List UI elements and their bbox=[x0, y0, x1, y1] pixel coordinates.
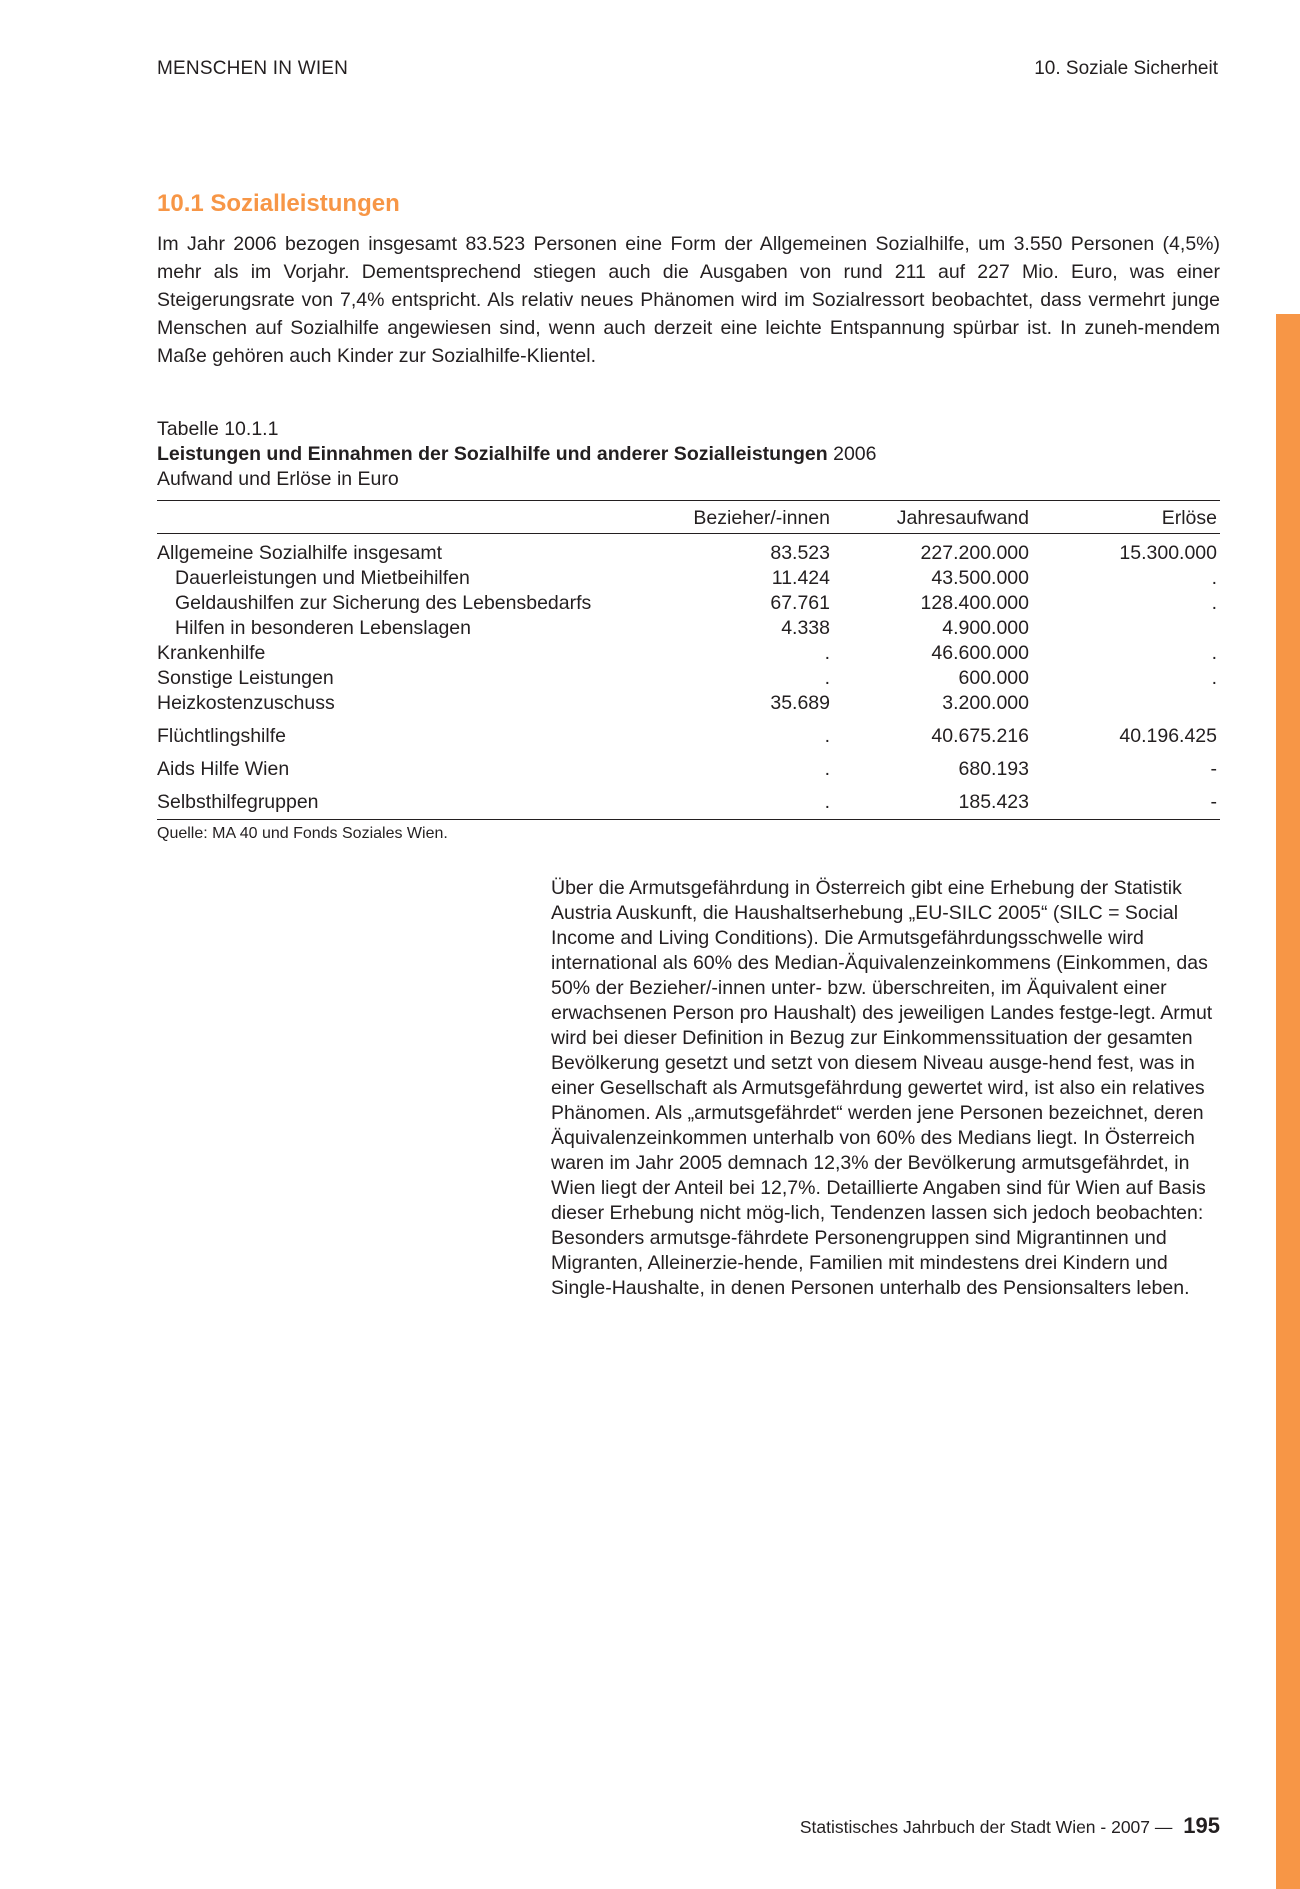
table-row bbox=[157, 716, 1220, 749]
row-label: Geldaushilfen zur Sicherung des Lebensbedarfs bbox=[175, 592, 592, 614]
table-row bbox=[157, 591, 1220, 616]
table-row bbox=[157, 691, 1220, 716]
social-benefits-table bbox=[157, 500, 1220, 820]
recipients-cell: . bbox=[824, 725, 830, 747]
revenue-cell: . bbox=[1211, 642, 1217, 664]
recipients-cell: . bbox=[824, 758, 830, 780]
chapter-side-bar bbox=[1276, 314, 1300, 1889]
recipients-cell: . bbox=[680, 782, 833, 820]
annual-expense-cell: 40.675.216 bbox=[931, 725, 1029, 747]
page-number: 195 bbox=[1183, 1813, 1220, 1838]
intro-paragraph: Im Jahr 2006 bezogen insgesamt 83.523 Personen eine Form der Allgemeinen Sozialhilfe, um 3.550 Personen (4,5%) mehr als im Vorjahr. Dementsprechend stiegen auch die Ausgaben von rund 211 auf 227 Mio. Euro, was einer Steigerungsrate von 7,4% entspricht. Als relativ neues Phänomen wird im Sozialressort beobachtet, dass vermehrt junge Menschen auf Sozialhilfe angewiesen sind, wenn auch derzeit eine leichte Entspannung spürbar ist. In zuneh-mendem Maße gehören auch Kinder zur Sozialhilfe-Klientel. bbox=[157, 233, 1220, 367]
footer-publication: Statistisches Jahrbuch der Stadt Wien - 2007 bbox=[799, 1817, 1151, 1837]
row-label: Sonstige Leistungen bbox=[157, 667, 334, 689]
annual-expense-cell: 680.193 bbox=[958, 758, 1029, 780]
table-row bbox=[157, 641, 1220, 666]
revenue-cell: - bbox=[1210, 758, 1217, 780]
revenue-cell: 15.300.000 bbox=[1119, 542, 1217, 564]
section-title: 10.1 Sozialleistungen bbox=[157, 190, 400, 217]
annual-expense-cell: 3.200.000 bbox=[942, 692, 1029, 714]
row-label: Allgemeine Sozialhilfe insgesamt bbox=[157, 542, 443, 564]
row-label: Krankenhilfe bbox=[157, 642, 266, 664]
poverty-risk-paragraph: Über die Armutsgefährdung in Österreich gibt eine Erhebung der Statistik Austria Auskunft, die Haushaltserhebung „EU-SILC 2005“ (SILC = Social Income and Living Conditions). Die Armutsgefährdungsschwelle wird international als 60% des Median-Äquivalenzeinkommens (Einkommen, das 50% der Bezieher/-innen unter- bzw. überschreiten, im Äquivalent einer erwachsenen Person pro Haushalt) des jeweiligen Landes festge-legt. Armut wird bei dieser Definition in Bezug zur Einkommenssituation der gesamten Bevölkerung gesetzt und setzt von diesem Niveau ausge-hend fest, was in einer Gesellschaft als Armutsgefährdung gewertet wird, ist also ein relatives Phänomen. Als „armutsgefährdet“ werden jene Personen bezeichnet, deren Äquivalenzeinkommen unterhalb von 60% des Medians liegt. In Österreich waren im Jahr 2005 demnach 12,3% der Bevölkerung armutsgefährdet, in Wien liegt der Anteil bei 12,7%. Detaillierte Angaben sind für Wien auf Basis dieser Erhebung nicht mög-lich, Tendenzen lassen sich jedoch beobachten: Besonders armutsge-fährdete Personengruppen sind Migrantinnen und Migranten, Alleinerzie-hende, Familien mit mindestens drei Kindern und Single-Haushalte, in denen Personen unterhalb des Pensionsalters leben. bbox=[551, 877, 1213, 1299]
running-header-right: 10. Soziale Sicherheit bbox=[1034, 58, 1218, 79]
table-title-bold: Leistungen und Einnahmen der Sozialhilfe und anderer Sozialleistungen bbox=[157, 443, 828, 465]
row-label: Selbsthilfegruppen bbox=[157, 782, 680, 820]
running-header-left: MENSCHEN IN WIEN bbox=[157, 58, 349, 79]
page-footer bbox=[800, 1813, 1220, 1839]
table-title bbox=[157, 443, 876, 466]
column-header-recipients: Bezieher/-innen bbox=[680, 501, 833, 534]
row-label: Dauerleistungen und Mietbeihilfen bbox=[175, 567, 470, 589]
revenue-cell: - bbox=[1032, 782, 1220, 820]
table-row bbox=[157, 782, 1220, 820]
recipients-cell: 35.689 bbox=[770, 692, 830, 714]
recipients-cell: . bbox=[824, 642, 830, 664]
row-label: Aids Hilfe Wien bbox=[157, 758, 290, 780]
recipients-cell: 11.424 bbox=[771, 567, 830, 589]
revenue-cell: 40.196.425 bbox=[1119, 725, 1217, 747]
revenue-cell bbox=[1032, 616, 1220, 641]
annual-expense-cell: 46.600.000 bbox=[931, 642, 1029, 664]
annual-expense-cell: 4.900.000 bbox=[942, 617, 1029, 639]
revenue-cell: . bbox=[1211, 667, 1217, 689]
table-row bbox=[157, 749, 1220, 782]
annual-expense-cell: 128.400.000 bbox=[920, 592, 1029, 614]
recipients-cell: 67.761 bbox=[770, 592, 830, 614]
table-title-year: 2006 bbox=[833, 443, 877, 465]
table-subtitle: Aufwand und Erlöse in Euro bbox=[157, 468, 399, 490]
annual-expense-cell: 600.000 bbox=[958, 667, 1029, 689]
annual-expense-cell: 43.500.000 bbox=[931, 567, 1029, 589]
annual-expense-cell: 185.423 bbox=[833, 782, 1032, 820]
table-header-row bbox=[157, 501, 1220, 534]
table-number: Tabelle 10.1.1 bbox=[157, 418, 279, 440]
annual-expense-cell: 227.200.000 bbox=[920, 542, 1029, 564]
footer-separator: — bbox=[1154, 1817, 1173, 1837]
row-label: Hilfen in besonderen Lebenslagen bbox=[175, 617, 471, 639]
table-row bbox=[157, 616, 1220, 641]
table-row bbox=[157, 534, 1220, 567]
revenue-cell bbox=[1032, 691, 1220, 716]
row-label: Heizkostenzuschuss bbox=[157, 692, 335, 714]
recipients-cell: . bbox=[824, 667, 830, 689]
column-header-annual-expense: Jahresaufwand bbox=[833, 501, 1032, 534]
revenue-cell: . bbox=[1211, 592, 1217, 614]
recipients-cell: 4.338 bbox=[781, 617, 830, 639]
recipients-cell: 83.523 bbox=[770, 542, 830, 564]
table-row bbox=[157, 566, 1220, 591]
revenue-cell: . bbox=[1211, 567, 1217, 589]
column-header-revenue: Erlöse bbox=[1032, 501, 1220, 534]
column-header-label bbox=[157, 501, 680, 534]
table-row bbox=[157, 666, 1220, 691]
row-label: Flüchtlingshilfe bbox=[157, 725, 286, 747]
table-source-note: Quelle: MA 40 und Fonds Soziales Wien. bbox=[157, 825, 448, 842]
